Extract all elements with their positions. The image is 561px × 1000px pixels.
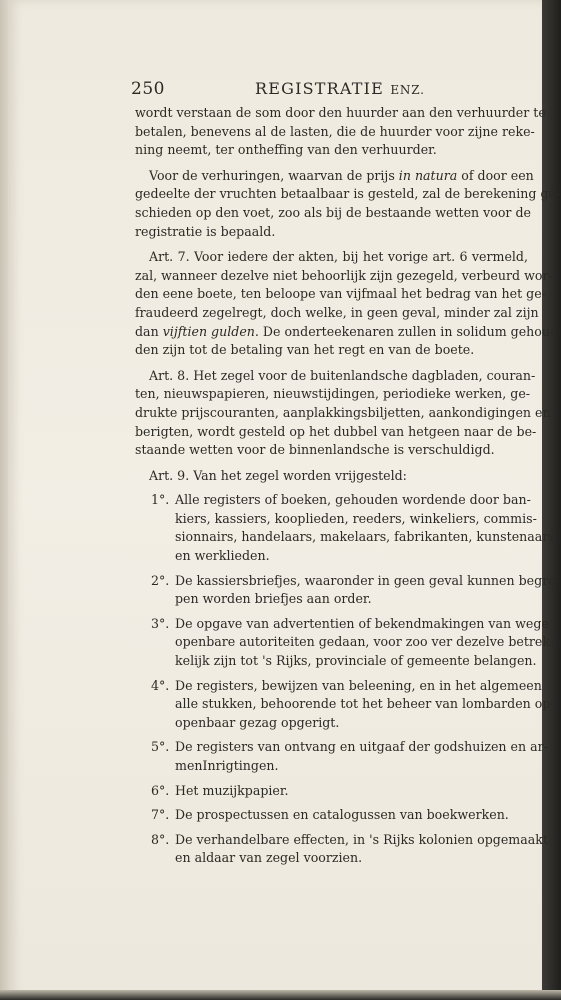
item-number: 4°. <box>151 677 170 693</box>
running-title-suffix: ENZ. <box>390 83 425 97</box>
text-line: registratie is bepaald. <box>135 223 276 239</box>
text-line: betalen, benevens al de lasten, die de huurder voor zijne reke- <box>135 123 535 139</box>
article-8 <box>135 367 551 460</box>
text-line: De registers, bewijzen van beleening, en in het algemeen <box>175 677 542 693</box>
italic-text: in natura <box>398 167 458 183</box>
text-line: den zijn tot de betaling van het regt en van de boete. <box>135 342 475 358</box>
text-line: berigten, wordt gesteld op het dubbel van hetgeen naar de be- <box>135 423 537 439</box>
text-line: wordt verstaan de som door den huurder aan den verhuurder te <box>135 105 546 120</box>
article-7 <box>135 248 555 360</box>
text-line: pen worden briefjes aan order. <box>175 591 372 607</box>
text-line: schieden op den voet, zoo als bij de bestaande wetten voor de <box>135 204 531 220</box>
text-line: staande wetten voor de binnenlandsche is verschuldigd. <box>135 442 495 458</box>
text-line: De prospectussen en catalogussen van boekwerken. <box>175 807 509 823</box>
exemption-item <box>135 491 555 565</box>
item-number: 2°. <box>151 572 170 588</box>
text-line: den eene boete, ten beloope van vijfmaal het bedrag van het ge- <box>135 286 546 302</box>
text-line: Het muzijkpapier. <box>175 782 289 798</box>
page-number: 250 <box>131 79 165 99</box>
paragraph-verhuringen <box>135 167 561 241</box>
exemption-item <box>135 738 548 775</box>
item-number: 1°. <box>151 492 170 508</box>
running-title-main: REGISTRATIE <box>255 79 385 98</box>
exemption-item <box>135 806 528 825</box>
paragraph-continuation <box>135 104 546 160</box>
scan-bottom-edge <box>0 990 561 1000</box>
item-number: 8°. <box>151 831 170 847</box>
page-header <box>131 79 531 101</box>
text-line: openbaar gezag opgerigt. <box>175 714 340 730</box>
text-line: ning neemt, ter ontheffing van den verhuurder. <box>135 142 437 158</box>
text-line: Voor de verhuringen, waarvan de prijs in natura of door een <box>149 167 534 183</box>
text-line: sionnairs, handelaars, makelaars, fabrikanten, kunstenaars <box>175 529 555 545</box>
text-line: menInrigtingen. <box>175 758 279 773</box>
text-line: kelijk zijn tot 's Rijks, provinciale of gemeente belangen. <box>175 653 537 669</box>
text-line: fraudeerd zegelregt, doch welke, in geen geval, minder zal zijn <box>135 304 539 320</box>
text-line: De kassiersbriefjes, waaronder in geen geval kunnen begre- <box>175 572 560 588</box>
text-line: De opgave van advertentien of bekendmakingen van wege <box>175 615 549 631</box>
text-line: gedeelte der vruchten betaalbaar is gesteld, zal de berekening ge- <box>135 186 561 202</box>
text-line: ten, nieuwspapieren, nieuwstijdingen, periodieke werken, ge- <box>135 386 531 402</box>
exemption-item <box>135 615 555 671</box>
text-line: dan vijftien gulden. De onderteekenaren zullen in solidum gehou- <box>135 323 555 339</box>
exemption-item <box>135 831 548 868</box>
text-line: Alle registers of boeken, gehouden wordende door ban- <box>175 492 531 508</box>
item-number: 6°. <box>151 782 170 798</box>
running-title <box>255 79 425 98</box>
italic-text: vijftien gulden <box>162 323 255 339</box>
text-line: kiers, kassiers, kooplieden, reeders, winkeliers, commis- <box>175 510 537 526</box>
exemption-item <box>135 572 560 609</box>
text-line: openbare autoriteiten gedaan, voor zoo ver dezelve betrek- <box>175 634 555 650</box>
body-text <box>135 104 561 874</box>
item-number: 7°. <box>151 807 170 823</box>
text-line: en aldaar van zegel voorzien. <box>175 850 363 866</box>
text-line: Art. 7. Voor iedere der akten, bij het vorige art. 6 vermeld, <box>149 249 528 265</box>
text-line: zal, wanneer dezelve niet behoorlijk zijn gezegeld, verbeurd wor- <box>135 267 553 283</box>
item-number: 3°. <box>151 615 170 631</box>
text-line: De verhandelbare effecten, in 's Rijks kolonien opgemaakt <box>175 831 548 847</box>
text-line: Art. 8. Het zegel voor de buitenlandsche dagbladen, couran- <box>149 367 536 383</box>
text-line: alle stukken, behoorende tot het beheer van lombarden op <box>175 696 551 712</box>
exemption-item <box>135 782 528 801</box>
item-number: 5°. <box>151 739 170 755</box>
article-9-intro: Art. 9. Van het zegel worden vrijgesteld: <box>149 467 407 483</box>
text-line: en werklieden. <box>175 548 270 564</box>
text-line: De registers van ontvang en uitgaaf der godshuizen en ar- <box>175 739 548 755</box>
text-line: drukte prijscouranten, aanplakkingsbiljetten, aankondigingen en <box>135 404 551 420</box>
exemption-item <box>135 677 551 733</box>
